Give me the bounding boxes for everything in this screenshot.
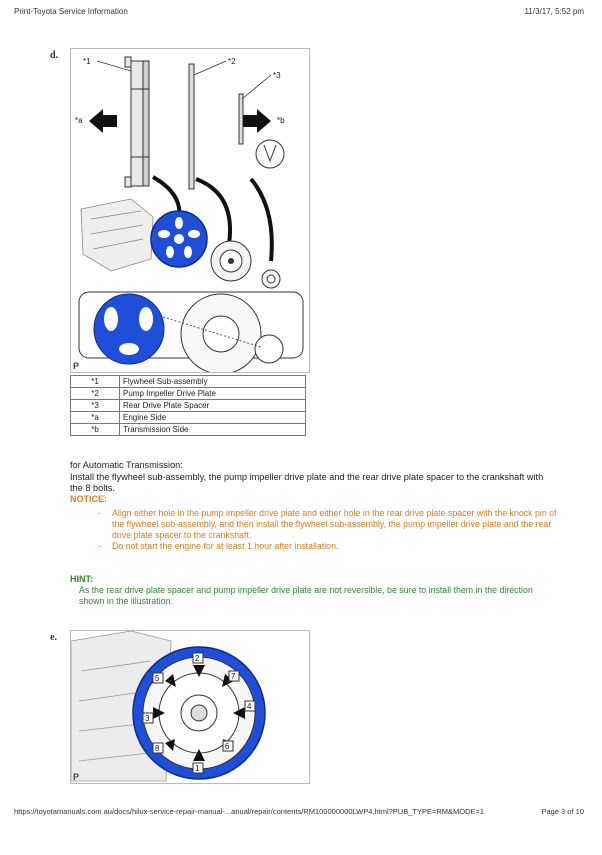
bolt-number: 5	[155, 674, 160, 683]
page-footer-url: https://toyotamanuals.com.au/docs/hilux-service-repair-manual-...anual/repair/contents/RM100000000LWP4.html?PUB_TYPE=RM&MODE=1	[14, 807, 485, 816]
legend-value: Rear Drive Plate Spacer	[120, 400, 306, 412]
legend-table	[70, 375, 306, 436]
spacer-profile	[239, 94, 243, 144]
legend-key: *b	[71, 424, 120, 436]
legend-key: *2	[71, 388, 120, 400]
legend-key: *a	[71, 412, 120, 424]
notice-item	[98, 508, 558, 541]
notice-item	[98, 541, 558, 552]
figure-d-corner-label: P	[73, 361, 80, 371]
callout-1: *1	[83, 57, 91, 66]
flywheel-profile	[125, 57, 149, 187]
legend-row	[71, 376, 306, 388]
arrow-left-icon	[89, 109, 117, 133]
bolt-number: 6	[225, 742, 230, 751]
callout-a: *a	[75, 116, 83, 125]
zoom-flywheel	[94, 294, 164, 364]
drive-plate-disc	[211, 241, 251, 281]
hint-title: HINT:	[70, 574, 93, 584]
figure-e-corner-label: P	[73, 772, 80, 782]
page-header-datetime: 11/3/17, 5:52 pm	[524, 7, 584, 16]
step-e-illustration	[70, 630, 310, 784]
bolt-number: 2	[195, 654, 200, 663]
notice-title: NOTICE:	[70, 494, 107, 504]
flywheel-exploded-diagram	[71, 49, 309, 372]
dash-bullet-icon: -	[98, 508, 101, 518]
bolt-tightening-diagram	[71, 631, 309, 783]
flywheel-blue	[151, 211, 207, 267]
drive-plate-profile	[189, 64, 194, 189]
step-d-instructions	[70, 460, 550, 495]
bolt-number: 7	[231, 672, 236, 681]
legend-value: Pump Impeller Drive Plate	[120, 388, 306, 400]
hint-text: As the rear drive plate spacer and pump impeller drive plate are not reversible, be sure to install them in the direction shown in the illustration.	[79, 585, 533, 606]
legend-key: *3	[71, 400, 120, 412]
step-d-letter: d.	[50, 50, 59, 61]
engine-block-sketch	[81, 199, 153, 271]
legend-value: Engine Side	[120, 412, 306, 424]
legend-value: Transmission Side	[120, 424, 306, 436]
bolt-number: 4	[247, 702, 252, 711]
notice-item-text: Align either hole in the pump impeller drive plate and either hole in the rear drive plate spacer with the knock pin of the flywheel sub-assembly, and then install the flywheel sub-assembly, the pump impeller drive plate and the rear drive plate spacer to the crankshaft.	[112, 508, 557, 540]
dash-bullet-icon: -	[98, 541, 101, 551]
notice-item-text: Do not start the engine for at least 1 hour after installation.	[112, 541, 339, 551]
callout-b: *b	[277, 116, 285, 125]
legend-row	[71, 388, 306, 400]
step-d-illustration	[70, 48, 310, 373]
legend-row	[71, 400, 306, 412]
legend-value: Flywheel Sub-assembly	[120, 376, 306, 388]
bolt-number: 3	[145, 714, 150, 723]
bolt-number: 1	[195, 764, 200, 773]
callout-3: *3	[273, 71, 281, 80]
bolt-number: 8	[155, 744, 160, 753]
arrow-right-icon	[243, 109, 271, 133]
callout-2: *2	[228, 57, 236, 66]
page-footer-page-number: Page 3 of 10	[541, 807, 584, 816]
instruction-text: Install the flywheel sub-assembly, the pump impeller drive plate and the rear drive plate spacer to the crankshaft with the 8 bolts.	[70, 471, 544, 493]
step-e-letter: e.	[50, 632, 57, 643]
notice-list	[98, 508, 558, 552]
applies-to-text: for Automatic Transmission:	[70, 460, 183, 470]
spacer-disc	[262, 270, 280, 288]
legend-key: *1	[71, 376, 120, 388]
legend-row	[71, 412, 306, 424]
legend-row	[71, 424, 306, 436]
page-header-title: Print-Toyota Service Information	[14, 7, 128, 16]
